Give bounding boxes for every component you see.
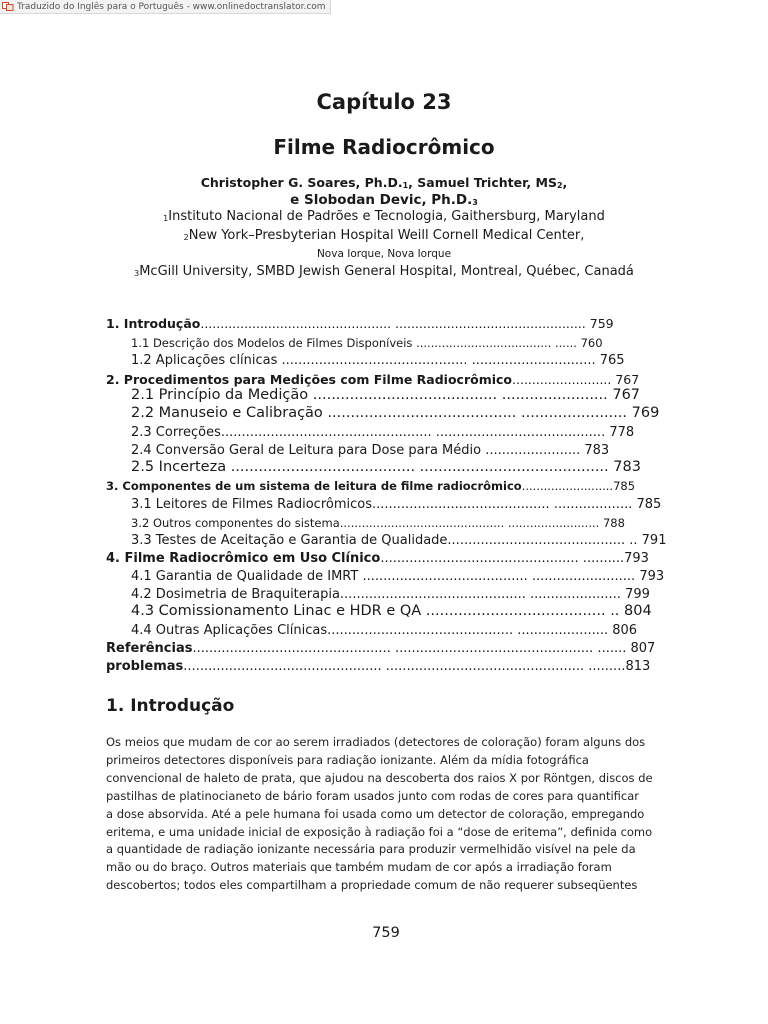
toc-leader: ........................................... ..	[447, 533, 642, 548]
toc-leader: ..................................... ......	[412, 336, 581, 350]
translation-banner-text[interactable]: Traduzido do Inglês para o Português - www.onlinedoctranslator.com	[17, 1, 326, 12]
toc-page-number: 793	[639, 569, 665, 584]
toc-page-number: 769	[631, 405, 660, 421]
toc-page-number: 806	[612, 623, 638, 638]
paragraph-line: mão ou do braço. Outros materiais que também mudam de cor após a irradiação foram	[106, 860, 612, 875]
chapter-number: Capítulo 23	[316, 90, 452, 114]
toc-page-number: 767	[615, 372, 640, 387]
toc-leader: ............................................. ......................	[327, 623, 613, 638]
page-number: 759	[372, 925, 400, 941]
toc-entry[interactable]	[131, 425, 634, 440]
paragraph-line: eritema, e uma unidade inicial de exposição à radiação foi a “dose de eritema”, definida como	[106, 824, 653, 839]
section-heading: 1. Introdução	[106, 696, 235, 716]
toc-entry-label: 2.3 Correções	[131, 425, 221, 440]
paragraph-line: Os meios que mudam de cor ao serem irradiados (detectores de coloração) foram alguns dos	[106, 735, 646, 749]
toc-leader: ........................................ .........................................	[226, 459, 614, 475]
paragraph-line: a dose absorvida. Até a pele humana foi usada como um detector de coloração, empregando	[106, 806, 645, 821]
toc-entry-label: 1.2 Aplicações clínicas	[131, 353, 278, 368]
affiliation-3	[0, 264, 768, 279]
affiliation-text: Instituto Nacional de Padrões e Tecnologia, Gaithersburg, Maryland	[168, 209, 605, 224]
affiliation-marker: 1	[402, 181, 409, 190]
author-name: Christopher G. Soares, Ph.D.	[200, 175, 403, 190]
toc-page-number: 807	[630, 641, 656, 656]
toc-entry-label: Referências	[106, 641, 193, 656]
toc-entry[interactable]	[131, 443, 609, 458]
toc-page-number: 765	[599, 353, 625, 368]
authors-line-2	[0, 192, 768, 208]
toc-entry-label: 4.2 Dosimetria de Braquiterapia	[131, 587, 340, 602]
toc-leader: ................................................ ................................................ .........	[183, 659, 626, 674]
affiliation-2	[0, 228, 768, 243]
toc-leader: ............................................. .........................	[339, 516, 603, 530]
toc-page-number: 788	[602, 516, 625, 530]
translate-icon	[2, 2, 14, 11]
authors-line-1	[0, 175, 768, 190]
toc-entry[interactable]	[131, 497, 661, 512]
toc-entry-label: 2.2 Manuseio e Calibração	[131, 405, 323, 421]
toc-entry[interactable]	[131, 533, 666, 548]
toc-entry[interactable]	[131, 353, 625, 368]
paragraph-line: a quantidade de radiação ionizante necessária para produzir vermelhidão visível na pele da	[106, 842, 636, 857]
toc-page-number: 804	[624, 603, 652, 619]
toc-leader: ........................................... ...................	[372, 497, 637, 512]
toc-page-number: 793	[624, 551, 649, 566]
toc-leader: .........................	[512, 372, 616, 387]
toc-leader: ................................................ ................................................ .......	[192, 641, 631, 656]
author-name: , Samuel Trichter, MS	[408, 175, 557, 190]
toc-leader: ............................................. ..............................	[277, 353, 600, 368]
affiliation-marker: 1	[163, 214, 169, 223]
toc-entry[interactable]	[106, 316, 614, 331]
toc-entry-label: 2. Procedimentos para Medições com Filme Radiocrômico	[106, 372, 513, 387]
toc-entry[interactable]	[106, 372, 639, 387]
toc-leader: ....................................... ..	[421, 603, 625, 619]
toc-page-number: 759	[589, 316, 614, 331]
toc-entry-label: 4.1 Garantia de Qualidade de IMRT	[131, 569, 359, 584]
toc-leader: ................................................ ................................................	[200, 316, 590, 331]
toc-page-number: 785	[636, 497, 662, 512]
toc-entry-label: 3. Componentes de um sistema de leitura de filme radiocrômico	[106, 479, 522, 493]
paragraph-line: primeiros detectores disponíveis para radiação ionizante. Além da mídia fotográfica	[106, 752, 589, 767]
toc-entry[interactable]	[106, 551, 649, 566]
toc-page-number: 783	[613, 459, 641, 475]
body-paragraph	[106, 734, 666, 895]
toc-page-number: 785	[613, 479, 636, 493]
toc-entry[interactable]	[106, 641, 655, 656]
toc-entry-label: 4.3 Comissionamento Linac e HDR e QA	[131, 603, 422, 619]
paragraph-line: convencional de haleto de prata, que ajudou na descoberta dos raios X por Röntgen, discos de	[106, 770, 653, 785]
toc-page-number: 760	[580, 336, 603, 350]
chapter-title: Filme Radiocrômico	[273, 135, 495, 159]
toc-page-number: 767	[612, 387, 641, 403]
toc-entry[interactable]	[131, 623, 637, 638]
toc-entry-label: problemas	[106, 659, 184, 674]
toc-leader: .........................	[521, 479, 614, 493]
affiliation-marker: 2	[556, 181, 563, 190]
paragraph-line: descobertos; todos eles compartilham a propriedade comum de não requerer subseqüentes	[106, 878, 638, 893]
toc-entry-label: 3.1 Leitores de Filmes Radiocrômicos	[131, 497, 372, 512]
affiliation-marker: 3	[134, 269, 140, 278]
toc-leader: ........................................ .......................	[308, 387, 613, 403]
toc-entry-label: 2.5 Incerteza	[131, 459, 227, 475]
toc-entry[interactable]	[131, 336, 603, 350]
toc-entry[interactable]	[131, 569, 664, 584]
toc-leader: ............................................. ......................	[339, 587, 626, 602]
toc-entry[interactable]	[106, 479, 635, 493]
toc-entry-label: 4.4 Outras Aplicações Clínicas	[131, 623, 328, 638]
toc-entry-label: 1. Introdução	[106, 316, 201, 331]
toc-entry[interactable]	[131, 387, 640, 403]
toc-entry[interactable]	[131, 603, 652, 619]
toc-page-number: 778	[609, 425, 635, 440]
toc-entry[interactable]	[106, 659, 650, 674]
toc-page-number: 791	[641, 533, 667, 548]
toc-entry[interactable]	[131, 459, 641, 475]
toc-leader: .......................	[481, 443, 585, 458]
toc-leader: ................................................ ..........	[380, 551, 625, 566]
toc-entry[interactable]	[131, 405, 659, 421]
toc-entry-label: 2.1 Princípio da Medição	[131, 387, 309, 403]
toc-leader: ......................................... .......................	[322, 405, 632, 421]
toc-entry-label: 3.3 Testes de Aceitação e Garantia de Qualidade	[131, 533, 448, 548]
toc-entry[interactable]	[131, 516, 625, 530]
translation-banner[interactable]	[0, 0, 331, 14]
author-name: e Slobodan Devic, Ph.D.	[290, 192, 473, 208]
affiliation-text: McGill University, SMBD Jewish General Hospital, Montreal, Québec, Canadá	[139, 264, 634, 279]
toc-leader: ................................................... .........................................	[220, 425, 610, 440]
toc-entry[interactable]	[131, 587, 650, 602]
affiliation-2-city: Nova Iorque, Nova Iorque	[316, 248, 452, 260]
toc-page-number: 783	[584, 443, 610, 458]
toc-entry-label: 4. Filme Radiocrômico em Uso Clínico	[106, 551, 381, 566]
author-separator: ,	[562, 175, 568, 190]
toc-leader: ........................................ .........................	[358, 569, 640, 584]
toc-page-number: 799	[625, 587, 650, 602]
affiliation-marker: 3	[472, 198, 478, 207]
toc-entry-label: 1.1 Descrição dos Modelos de Filmes Disponíveis	[131, 336, 413, 350]
affiliation-1	[0, 209, 768, 224]
toc-entry-label: 2.4 Conversão Geral de Leitura para Dose para Médio	[131, 443, 482, 458]
toc-entry-label: 3.2 Outros componentes do sistema	[131, 516, 340, 530]
affiliation-marker: 2	[183, 233, 189, 242]
toc-page-number: 813	[625, 659, 651, 674]
affiliation-text: New York–Presbyterian Hospital Weill Cornell Medical Center,	[188, 228, 585, 243]
paragraph-line: pastilhas de platinocianeto de bário foram usados junto com rodas de cores para quantificar	[106, 788, 639, 803]
